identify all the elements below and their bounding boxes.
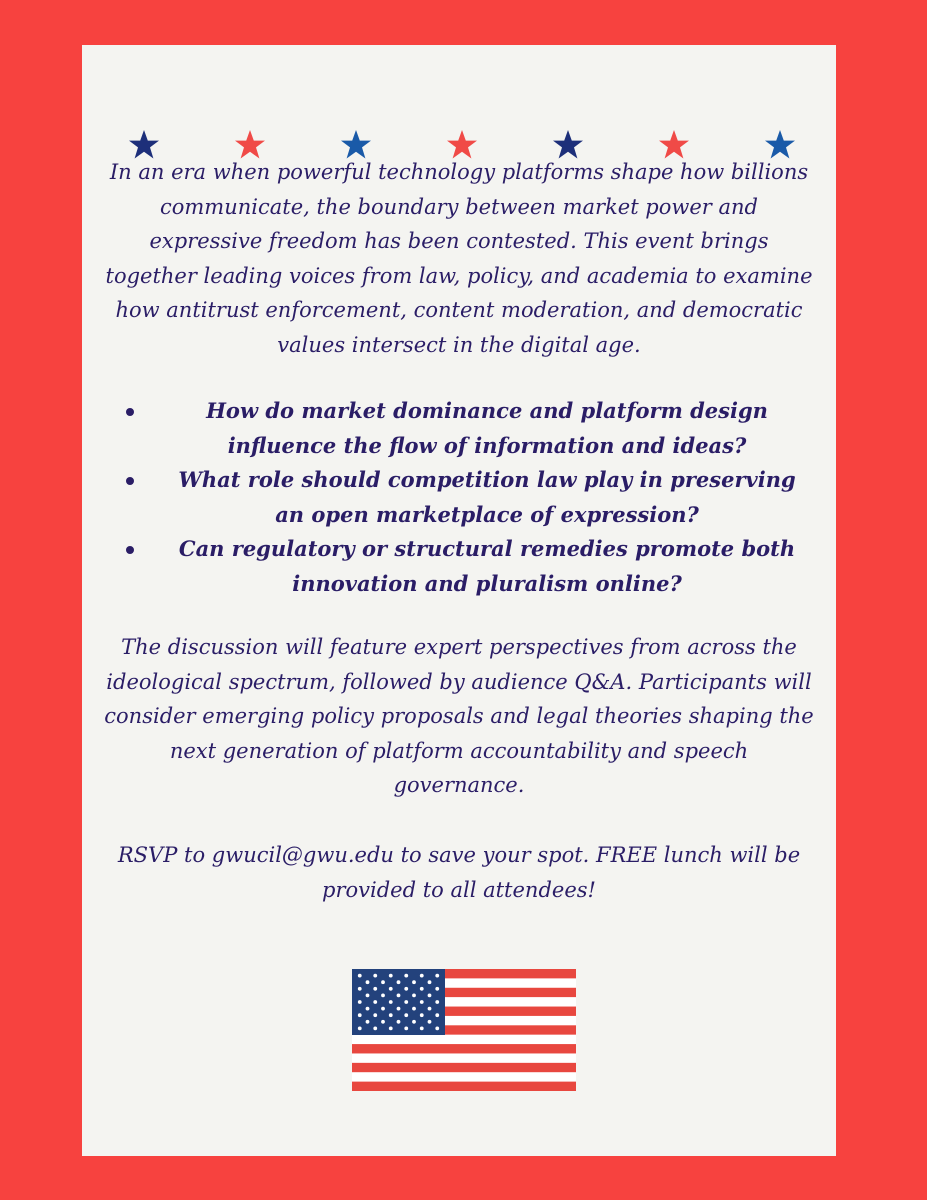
flag-star: [435, 987, 439, 991]
flag-star: [373, 1013, 377, 1017]
flag-star: [381, 980, 385, 984]
flag-star: [366, 980, 370, 984]
flag-star: [412, 994, 416, 998]
flag-star: [435, 1027, 439, 1031]
flag-star: [412, 1020, 416, 1024]
flag-star: [404, 1000, 408, 1004]
flag-star: [358, 974, 362, 978]
flag-star: [404, 974, 408, 978]
flag-star: [420, 1027, 424, 1031]
flag-star: [428, 994, 432, 998]
flag-star: [358, 1027, 362, 1031]
flag-star: [435, 974, 439, 978]
flag-stripe: [352, 1035, 576, 1045]
flag-star: [404, 1027, 408, 1031]
flag-star: [373, 987, 377, 991]
flag-star: [397, 1007, 401, 1011]
flag-star: [397, 980, 401, 984]
intro-paragraph: In an era when powerful technology platforms shape how billions communicate, the boundary between market power and expressive freedom has been contested. This event brings together leading voices from law, policy, and academia to examine how antitrust enforcement, content moderation, and democratic values intersect in the digital age.: [105, 160, 813, 357]
flag-star: [397, 994, 401, 998]
flag-stripe: [352, 1082, 576, 1091]
flag-star: [389, 974, 393, 978]
flag-stripe: [352, 1044, 576, 1054]
flag-star: [397, 1020, 401, 1024]
bullet-icon: [126, 408, 134, 416]
flag-star: [358, 1013, 362, 1017]
flag-star: [389, 1027, 393, 1031]
flag-star: [381, 1020, 385, 1024]
flag-star: [366, 1020, 370, 1024]
list-item: [122, 394, 812, 463]
flag-star: [389, 1013, 393, 1017]
flag-star: [373, 1000, 377, 1004]
flag-star: [420, 974, 424, 978]
rsvp-paragraph: RSVP to gwucil@gwu.edu to save your spot. FREE lunch will be provided to all attendees!: [117, 843, 801, 902]
flag-star: [428, 1020, 432, 1024]
flag-star: [373, 974, 377, 978]
flag-star: [412, 1007, 416, 1011]
flag-star: [366, 1007, 370, 1011]
bullet-icon: [126, 546, 134, 554]
flag-star: [435, 1000, 439, 1004]
flag-star: [420, 1013, 424, 1017]
flag-star: [358, 987, 362, 991]
flag-stripe: [352, 1072, 576, 1082]
flag-star: [389, 987, 393, 991]
list-item: [122, 463, 812, 532]
flag-star: [428, 980, 432, 984]
flag-star: [404, 1013, 408, 1017]
flag-star: [373, 1027, 377, 1031]
flag-star: [420, 1000, 424, 1004]
flag-stripe: [352, 1063, 576, 1073]
question-text: How do market dominance and platform design influence the flow of information and ideas?: [206, 398, 768, 458]
flag-star: [381, 994, 385, 998]
discussion-paragraph: The discussion will feature expert perspectives from across the ideological spectrum, followed by audience Q&A. Participants will consider emerging policy proposals and legal theories shaping the next generation of platform accountability and speech governance.: [104, 635, 814, 797]
question-list: [122, 394, 812, 601]
content-panel: [82, 45, 836, 1156]
flag-star: [435, 1013, 439, 1017]
question-text: Can regulatory or structural remedies promote both innovation and pluralism online?: [178, 536, 796, 596]
flag-stripe: [352, 1053, 576, 1063]
flag-star: [358, 1000, 362, 1004]
flag-star: [428, 1007, 432, 1011]
flag-canton: [352, 969, 445, 1035]
flag-star: [412, 980, 416, 984]
flag-star: [404, 987, 408, 991]
flag-star: [366, 994, 370, 998]
flag-star: [389, 1000, 393, 1004]
flag-star: [381, 1007, 385, 1011]
question-text: What role should competition law play in preserving an open marketplace of expression?: [178, 467, 796, 527]
flag-star: [420, 987, 424, 991]
list-item: [122, 532, 812, 601]
bullet-icon: [126, 477, 134, 485]
us-flag-icon: [352, 969, 576, 1091]
